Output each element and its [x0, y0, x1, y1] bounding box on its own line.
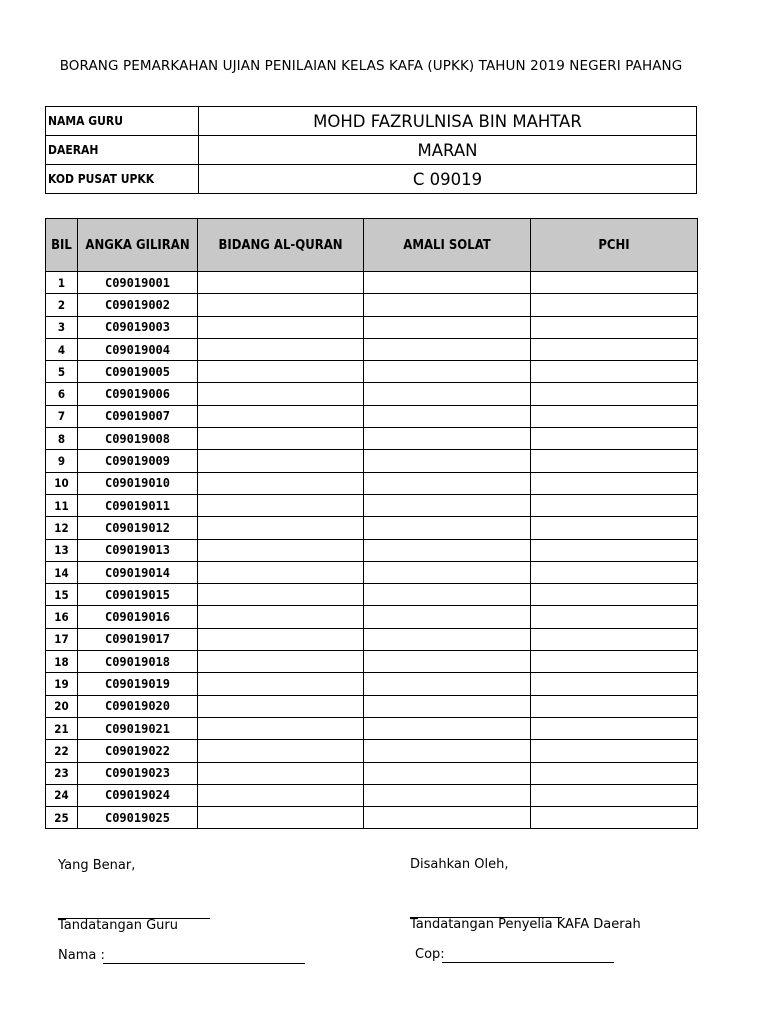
cell-bidang-al-quran[interactable] — [198, 695, 364, 717]
cell-bidang-al-quran[interactable] — [198, 316, 364, 338]
teacher-info-table — [45, 106, 697, 194]
cell-bil: 14 — [46, 561, 78, 583]
cell-bil: 2 — [46, 294, 78, 316]
cell-bidang-al-quran[interactable] — [198, 539, 364, 561]
cell-amali-solat[interactable] — [364, 584, 531, 606]
cell-angka-giliran: C09019006 — [78, 383, 198, 405]
table-row — [46, 494, 698, 516]
cell-bidang-al-quran[interactable] — [198, 450, 364, 472]
cell-pchi[interactable] — [531, 383, 698, 405]
cell-angka-giliran: C09019009 — [78, 450, 198, 472]
table-row — [46, 472, 698, 494]
cell-bil: 6 — [46, 383, 78, 405]
cell-bil: 3 — [46, 316, 78, 338]
cell-angka-giliran: C09019011 — [78, 494, 198, 516]
table-row — [46, 740, 698, 762]
cell-bidang-al-quran[interactable] — [198, 740, 364, 762]
table-row — [46, 762, 698, 784]
cell-amali-solat[interactable] — [364, 472, 531, 494]
cell-amali-solat[interactable] — [364, 539, 531, 561]
cell-bil: 21 — [46, 717, 78, 739]
table-row — [46, 784, 698, 806]
cell-angka-giliran: C09019022 — [78, 740, 198, 762]
cell-bidang-al-quran[interactable] — [198, 383, 364, 405]
cell-bidang-al-quran[interactable] — [198, 361, 364, 383]
cell-amali-solat[interactable] — [364, 272, 531, 294]
table-row — [46, 450, 698, 472]
cell-bidang-al-quran[interactable] — [198, 561, 364, 583]
info-row-daerah — [46, 136, 697, 165]
cell-amali-solat[interactable] — [364, 740, 531, 762]
cell-amali-solat[interactable] — [364, 628, 531, 650]
cell-bidang-al-quran[interactable] — [198, 405, 364, 427]
cell-pchi[interactable] — [531, 272, 698, 294]
table-row — [46, 517, 698, 539]
cell-bidang-al-quran[interactable] — [198, 717, 364, 739]
col-header-bidang-al-quran: BIDANG AL-QURAN — [198, 219, 364, 272]
cell-bil: 9 — [46, 450, 78, 472]
cell-pchi[interactable] — [531, 316, 698, 338]
cell-bidang-al-quran[interactable] — [198, 338, 364, 360]
cell-bil: 5 — [46, 361, 78, 383]
cell-angka-giliran: C09019008 — [78, 428, 198, 450]
cell-bil: 12 — [46, 517, 78, 539]
cell-angka-giliran: C09019007 — [78, 405, 198, 427]
info-label: DAERAH — [46, 136, 199, 165]
cell-angka-giliran: C09019010 — [78, 472, 198, 494]
table-row — [46, 272, 698, 294]
cell-bil: 23 — [46, 762, 78, 784]
cell-pchi[interactable] — [531, 717, 698, 739]
table-row — [46, 561, 698, 583]
table-row — [46, 807, 698, 829]
table-row — [46, 316, 698, 338]
cell-pchi[interactable] — [531, 784, 698, 806]
cell-pchi[interactable] — [531, 628, 698, 650]
cell-pchi[interactable] — [531, 428, 698, 450]
cell-amali-solat[interactable] — [364, 807, 531, 829]
cell-amali-solat[interactable] — [364, 405, 531, 427]
cell-bidang-al-quran[interactable] — [198, 784, 364, 806]
cell-amali-solat[interactable] — [364, 450, 531, 472]
cell-bil: 20 — [46, 695, 78, 717]
table-row — [46, 361, 698, 383]
cell-amali-solat[interactable] — [364, 428, 531, 450]
cell-bidang-al-quran[interactable] — [198, 428, 364, 450]
cell-angka-giliran: C09019020 — [78, 695, 198, 717]
table-row — [46, 428, 698, 450]
table-row — [46, 584, 698, 606]
cell-pchi[interactable] — [531, 762, 698, 784]
cell-pchi[interactable] — [531, 517, 698, 539]
cell-pchi[interactable] — [531, 561, 698, 583]
col-header-bil: BIL — [46, 219, 78, 272]
cell-pchi[interactable] — [531, 338, 698, 360]
col-header-pchi: PCHI — [531, 219, 698, 272]
cell-angka-giliran: C09019025 — [78, 807, 198, 829]
teacher-name-line — [103, 963, 305, 964]
cell-bidang-al-quran[interactable] — [198, 606, 364, 628]
cell-bil: 16 — [46, 606, 78, 628]
table-row — [46, 717, 698, 739]
cell-pchi[interactable] — [531, 740, 698, 762]
col-header-amali-solat: AMALI SOLAT — [364, 219, 531, 272]
teacher-name-label: Nama : — [58, 948, 105, 963]
cell-bil: 25 — [46, 807, 78, 829]
cell-amali-solat[interactable] — [364, 695, 531, 717]
info-value: MARAN — [199, 136, 697, 165]
table-row — [46, 338, 698, 360]
cell-bidang-al-quran[interactable] — [198, 517, 364, 539]
cell-bil: 19 — [46, 673, 78, 695]
cell-pchi[interactable] — [531, 494, 698, 516]
teacher-signature-label: Tandatangan Guru — [58, 918, 179, 933]
cell-amali-solat[interactable] — [364, 316, 531, 338]
cell-bil: 17 — [46, 628, 78, 650]
cell-angka-giliran: C09019005 — [78, 361, 198, 383]
table-row — [46, 651, 698, 673]
left-greeting: Yang Benar, — [58, 858, 136, 873]
cell-bil: 10 — [46, 472, 78, 494]
cell-bidang-al-quran[interactable] — [198, 807, 364, 829]
cell-pchi[interactable] — [531, 472, 698, 494]
marks-body — [46, 272, 698, 829]
cell-bidang-al-quran[interactable] — [198, 673, 364, 695]
marks-header-row — [46, 219, 698, 272]
table-row — [46, 405, 698, 427]
cell-angka-giliran: C09019024 — [78, 784, 198, 806]
cell-amali-solat[interactable] — [364, 383, 531, 405]
cell-bidang-al-quran[interactable] — [198, 494, 364, 516]
cell-angka-giliran: C09019004 — [78, 338, 198, 360]
cell-amali-solat[interactable] — [364, 494, 531, 516]
col-header-angka-giliran: ANGKA GILIRAN — [78, 219, 198, 272]
cell-bidang-al-quran[interactable] — [198, 762, 364, 784]
cell-angka-giliran: C09019012 — [78, 517, 198, 539]
cell-amali-solat[interactable] — [364, 294, 531, 316]
right-greeting: Disahkan Oleh, — [410, 857, 509, 872]
cell-bidang-al-quran[interactable] — [198, 294, 364, 316]
cell-amali-solat[interactable] — [364, 784, 531, 806]
cell-pchi[interactable] — [531, 294, 698, 316]
cell-amali-solat[interactable] — [364, 361, 531, 383]
cell-bidang-al-quran[interactable] — [198, 628, 364, 650]
cell-pchi[interactable] — [531, 807, 698, 829]
cell-amali-solat[interactable] — [364, 762, 531, 784]
table-row — [46, 606, 698, 628]
table-row — [46, 673, 698, 695]
cell-angka-giliran: C09019017 — [78, 628, 198, 650]
cell-pchi[interactable] — [531, 695, 698, 717]
cell-amali-solat[interactable] — [364, 517, 531, 539]
cell-bil: 24 — [46, 784, 78, 806]
cell-angka-giliran: C09019021 — [78, 717, 198, 739]
cell-bidang-al-quran[interactable] — [198, 472, 364, 494]
cop-label: Cop: — [415, 947, 445, 962]
cell-amali-solat[interactable] — [364, 651, 531, 673]
cell-amali-solat[interactable] — [364, 717, 531, 739]
cop-line — [442, 962, 614, 963]
cell-amali-solat[interactable] — [364, 606, 531, 628]
cell-bil: 4 — [46, 338, 78, 360]
cell-pchi[interactable] — [531, 361, 698, 383]
cell-bidang-al-quran[interactable] — [198, 651, 364, 673]
cell-angka-giliran: C09019018 — [78, 651, 198, 673]
form-title: BORANG PEMARKAHAN UJIAN PENILAIAN KELAS KAFA (UPKK) TAHUN 2019 NEGERI PAHANG — [59, 58, 683, 74]
info-label: KOD PUSAT UPKK — [46, 165, 199, 194]
cell-amali-solat[interactable] — [364, 673, 531, 695]
cell-angka-giliran: C09019003 — [78, 316, 198, 338]
cell-pchi[interactable] — [531, 405, 698, 427]
cell-amali-solat[interactable] — [364, 561, 531, 583]
cell-pchi[interactable] — [531, 651, 698, 673]
cell-bil: 13 — [46, 539, 78, 561]
cell-bil: 1 — [46, 272, 78, 294]
info-row-kod-pusat — [46, 165, 697, 194]
cell-angka-giliran: C09019013 — [78, 539, 198, 561]
table-row — [46, 383, 698, 405]
cell-angka-giliran: C09019016 — [78, 606, 198, 628]
cell-angka-giliran: C09019001 — [78, 272, 198, 294]
cell-bidang-al-quran[interactable] — [198, 272, 364, 294]
table-row — [46, 294, 698, 316]
cell-bil: 11 — [46, 494, 78, 516]
cell-angka-giliran: C09019014 — [78, 561, 198, 583]
cell-bil: 15 — [46, 584, 78, 606]
info-value: MOHD FAZRULNISA BIN MAHTAR — [199, 107, 697, 136]
cell-bil: 18 — [46, 651, 78, 673]
cell-angka-giliran: C09019023 — [78, 762, 198, 784]
info-row-nama-guru — [46, 107, 697, 136]
cell-angka-giliran: C09019015 — [78, 584, 198, 606]
info-label: NAMA GURU — [46, 107, 199, 136]
cell-angka-giliran: C09019002 — [78, 294, 198, 316]
cell-pchi[interactable] — [531, 539, 698, 561]
cell-pchi[interactable] — [531, 606, 698, 628]
cell-pchi[interactable] — [531, 673, 698, 695]
table-row — [46, 628, 698, 650]
cell-bil: 7 — [46, 405, 78, 427]
cell-bil: 22 — [46, 740, 78, 762]
cell-pchi[interactable] — [531, 584, 698, 606]
marks-table — [45, 218, 698, 829]
table-row — [46, 695, 698, 717]
table-row — [46, 539, 698, 561]
cell-bil: 8 — [46, 428, 78, 450]
cell-bidang-al-quran[interactable] — [198, 584, 364, 606]
cell-pchi[interactable] — [531, 450, 698, 472]
supervisor-signature-label: Tandatangan Penyelia KAFA Daerah — [410, 917, 641, 932]
info-value: C 09019 — [199, 165, 697, 194]
cell-amali-solat[interactable] — [364, 338, 531, 360]
cell-angka-giliran: C09019019 — [78, 673, 198, 695]
